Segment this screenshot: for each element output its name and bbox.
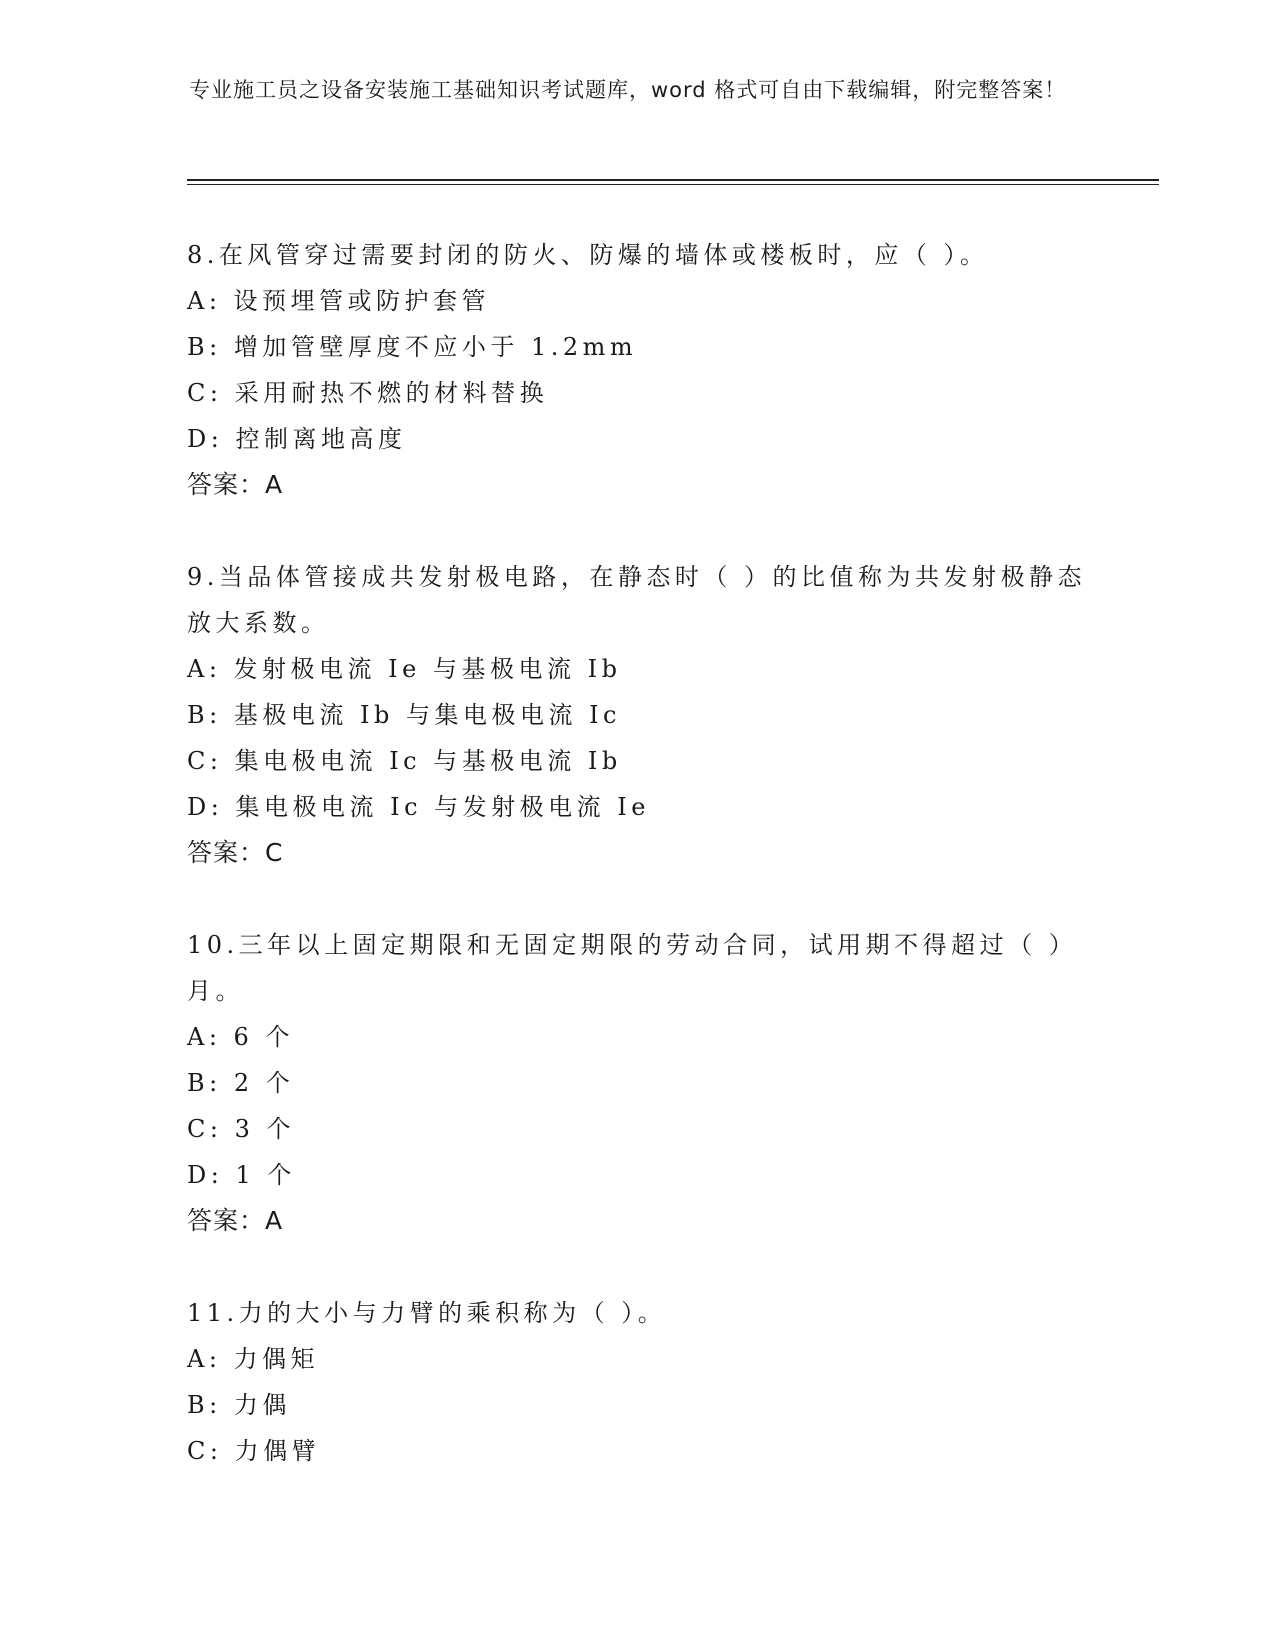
question-stem: 11.力的大小与力臂的乘积称为（ ）。 — [187, 1299, 667, 1327]
header-rule-thin — [187, 184, 1159, 185]
option-c: C: 力偶臂 — [187, 1437, 321, 1465]
question-11 — [187, 1290, 1087, 1474]
answer-line: 答案：A — [187, 1206, 284, 1235]
option-c: C: 采用耐热不燃的材料替换 — [187, 379, 549, 407]
question-stem: 9.当品体管接成共发射极电路，在静态时（ ）的比值称为共发射极静态放大系数。 — [187, 563, 1087, 637]
answer-line: 答案：A — [187, 470, 284, 499]
question-stem: 10.三年以上固定期限和无固定期限的劳动合同，试用期不得超过（ ）月。 — [187, 931, 1078, 1005]
option-d: D: 集电极电流 Ic 与发射极电流 Ie — [187, 793, 650, 821]
option-c: C: 3 个 — [187, 1115, 295, 1143]
document-header: 专业施工员之设备安装施工基础知识考试题库，word 格式可自由下载编辑，附完整答案！ — [189, 78, 1067, 102]
option-b: B: 力偶 — [187, 1391, 291, 1419]
option-a: A: 发射极电流 Ie 与基极电流 Ib — [187, 655, 622, 683]
question-8 — [187, 232, 1087, 508]
question-9 — [187, 554, 1087, 876]
option-a: A: 6 个 — [187, 1023, 294, 1051]
option-b: B: 基极电流 Ib 与集电极电流 Ic — [187, 701, 622, 729]
option-d: D: 控制离地高度 — [187, 425, 407, 453]
option-a: A: 力偶矩 — [187, 1345, 320, 1373]
option-b: B: 2 个 — [187, 1069, 295, 1097]
question-stem: 8.在风管穿过需要封闭的防火、防爆的墙体或楼板时，应（ ）。 — [187, 241, 989, 269]
question-list — [187, 232, 1087, 1520]
option-a: A: 设预埋管或防护套管 — [187, 287, 491, 315]
answer-line: 答案：C — [187, 838, 284, 867]
question-10 — [187, 922, 1087, 1244]
option-b: B: 增加管壁厚度不应小于 1.2mm — [187, 333, 638, 361]
header-rule-thick — [187, 179, 1159, 181]
option-c: C: 集电极电流 Ic 与基极电流 Ib — [187, 747, 622, 775]
option-d: D: 1 个 — [187, 1161, 296, 1189]
